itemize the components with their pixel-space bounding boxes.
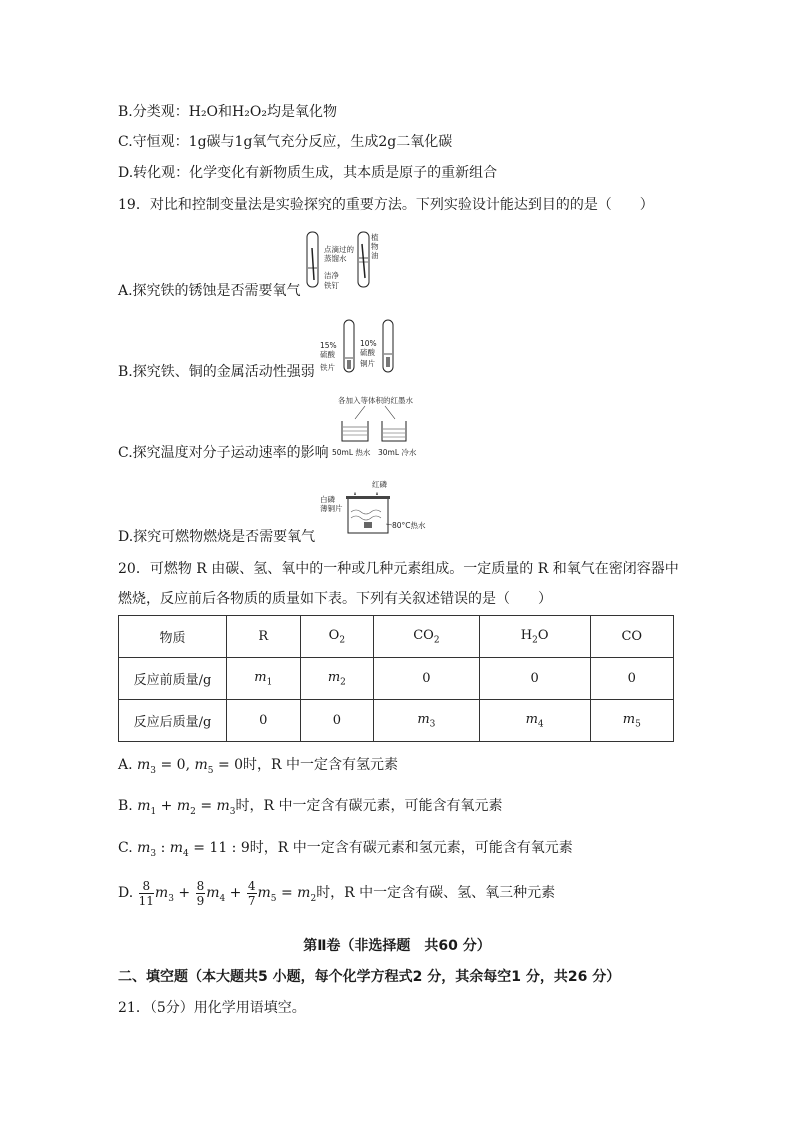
question-20-stem-line-1: 20．可燃物 R 由碳、氢、氧中的一种或几种元素组成。一定质量的 R 和氧气在密闭容器中: [118, 561, 679, 577]
fig-a-label-1: 点滴过的: [324, 245, 354, 254]
table-cell: $m_1$: [227, 658, 301, 700]
table-cell: $m_4$: [479, 700, 590, 742]
table-header-row: [119, 616, 674, 658]
table-cell: 0: [479, 658, 590, 700]
fig-d-right-label: 80°C热水: [392, 521, 426, 530]
q20-option-a: A. $m_3 = 0$, $m_5 = 0$时，R 中一定含有氢元素: [118, 757, 399, 776]
table-cell: 0: [227, 700, 301, 742]
table-row-label: 反应前质量/g: [119, 658, 227, 700]
table-header-cell: R: [227, 616, 301, 658]
fig-b-label-2: 硫酸: [320, 350, 335, 359]
question-19-stem: 19．对比和控制变量法是实验探究的重要方法。下列实验设计能达到目的的是（ ）: [118, 197, 654, 213]
fig-c-right-label: 30mL 冷水: [378, 448, 417, 457]
question-21-stem: 21．（5分）用化学用语填空。: [118, 1000, 306, 1016]
q19-figure-d: [318, 478, 426, 540]
q19-option-a: A.探究铁的锈蚀是否需要氧气: [118, 283, 301, 299]
table-header-cell: 物质: [119, 616, 227, 658]
table-header-cell: CO: [590, 616, 673, 658]
fig-d-left-label-2: 薄铜片: [320, 504, 343, 513]
fig-d-top-label: 红磷: [372, 480, 387, 489]
table-cell: 0: [590, 658, 673, 700]
q19-option-d: D.探究可燃物燃烧是否需要氧气: [118, 529, 316, 545]
q19-figure-c: [330, 393, 430, 459]
table-row: [119, 700, 674, 742]
fig-b-label-6: 铜片: [360, 359, 375, 368]
table-cell: 0: [300, 700, 374, 742]
part-2-heading: 二、填空题（本大题共5 小题，每个化学方程式2 分，其余每空1 分，共26 分）: [118, 969, 621, 985]
fig-c-left-label: 50mL 热水: [332, 448, 371, 457]
fig-d-left-label-1: 白磷: [320, 495, 335, 504]
table-cell: $m_5$: [590, 700, 673, 742]
option-b-text: B.分类观：H₂O和H₂O₂均是氧化物: [118, 104, 337, 120]
table-header-cell: $H_2O$: [479, 616, 590, 658]
table-cell: 0: [374, 658, 480, 700]
table-cell: $m_2$: [300, 658, 374, 700]
table-header-cell: $O_2$: [300, 616, 374, 658]
fig-a-label-7: 油: [371, 251, 379, 260]
q20-option-d: D. $\frac{8}{11}$ $m_3$ + $\frac{8}{9}$ $m_4$ + $\frac{4}{7}$ $m_5 = m_2$时，R 中一定含有碳、氢、氧三种元素: [118, 878, 556, 908]
fig-b-label-4: 10%: [360, 339, 377, 348]
fig-a-label-3: 洁净: [324, 271, 339, 280]
fig-a-label-5: 植: [371, 233, 379, 242]
section-title: 第Ⅱ卷（非选择题 共60 分）: [303, 938, 491, 954]
fig-a-label-4: 铁钉: [324, 281, 339, 290]
q20-option-b: B. $m_1 + m_2 = m_3$时，R 中一定含有碳元素，可能含有氧元素: [118, 798, 503, 817]
table-cell: $m_3$: [374, 700, 480, 742]
fig-b-label-1: 15%: [320, 341, 337, 350]
q19-option-b: B.探究铁、铜的金属活动性强弱: [118, 364, 315, 380]
option-d-text: D.转化观：化学变化有新物质生成，其本质是原子的重新组合: [118, 165, 498, 181]
option-c-text: C.守恒观：1g碳与1g氧气充分反应，生成2g二氧化碳: [118, 134, 453, 150]
fig-c-top-label: 各加入等体积的红墨水: [338, 396, 413, 405]
fig-a-label-2: 蒸馏水: [324, 254, 347, 263]
table-row-label: 反应后质量/g: [119, 700, 227, 742]
fig-b-label-5: 硫酸: [360, 348, 375, 357]
q19-option-c: C.探究温度对分子运动速率的影响: [118, 445, 329, 461]
table-header-cell: $CO_2$: [374, 616, 480, 658]
q20-option-c: C. $m_3$ : $m_4 = 11$ : 9时，R 中一定含有碳元素和氢元素，可能含有氧元素: [118, 840, 573, 859]
question-20-stem-line-2: 燃烧，反应前后各物质的质量如下表。下列有关叙述错误的是（ ）: [118, 591, 552, 607]
q19-figure-b: [318, 318, 408, 378]
mass-table: [118, 615, 674, 742]
fig-b-label-3: 铁片: [320, 363, 335, 372]
fig-a-label-6: 物: [371, 242, 379, 251]
table-row: [119, 658, 674, 700]
q19-figure-a: [300, 228, 390, 296]
